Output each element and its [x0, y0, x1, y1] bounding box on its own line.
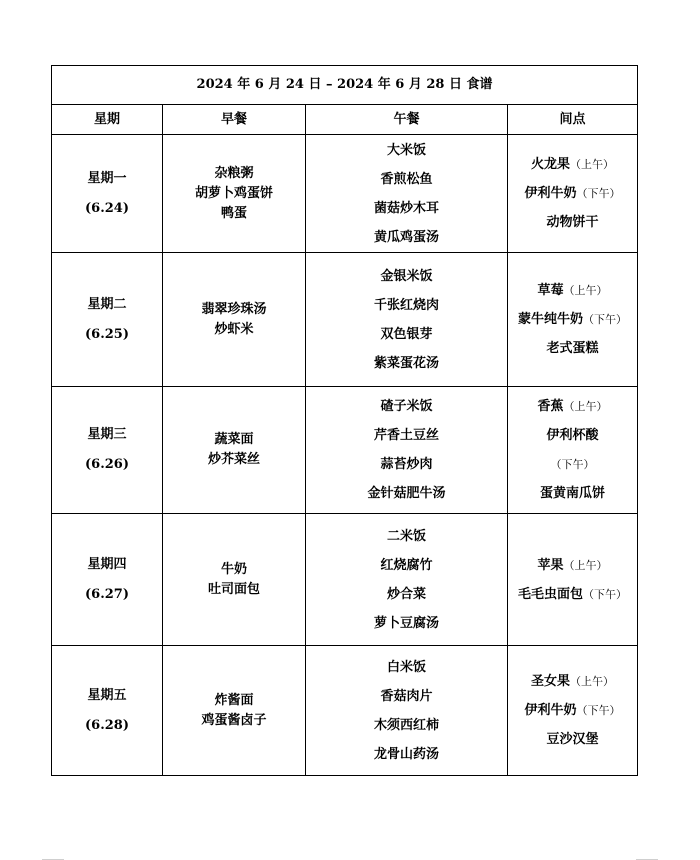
day-cell: [52, 646, 163, 776]
menu-table: [51, 65, 638, 776]
lunch-item: 千张红烧肉: [373, 297, 439, 313]
breakfast-item: 炒虾米: [214, 321, 254, 337]
lunch-item: 龙骨山药汤: [373, 746, 439, 762]
header-row: [52, 105, 638, 135]
lunch-item: 黄瓜鸡蛋汤: [373, 229, 439, 245]
breakfast-item: 翡翠珍珠汤: [201, 301, 267, 317]
snack-name: 伊利牛奶: [524, 703, 577, 718]
header-snack: 间点: [508, 105, 638, 135]
snack-name: 苹果: [537, 557, 564, 573]
lunch-item: 香菇肉片: [380, 688, 433, 704]
breakfast-item: 鸭蛋: [220, 205, 247, 221]
table-row: [52, 514, 638, 646]
snack-item: [508, 421, 637, 450]
day-cell: [52, 135, 163, 253]
snack-note: （下午）: [583, 587, 628, 601]
snack-item: [508, 450, 637, 479]
lunch-item: 香煎松鱼: [380, 171, 433, 187]
day-name: 星期二: [87, 296, 127, 312]
breakfast-cell: [163, 646, 306, 776]
snack-cell: [508, 514, 638, 646]
snack-note: （上午）: [570, 158, 615, 171]
snack-item: [508, 392, 637, 421]
snack-note: （下午）: [550, 458, 595, 471]
snack-note: （下午）: [583, 313, 628, 326]
snack-note: （上午）: [570, 675, 615, 688]
table-row: [52, 253, 638, 387]
day-name: 星期四: [87, 556, 127, 572]
day-date: (6.28): [85, 717, 129, 733]
lunch-cell: [306, 387, 508, 514]
snack-item: [508, 580, 637, 609]
snack-note: （上午）: [563, 558, 608, 572]
header-day: 星期: [52, 105, 163, 135]
lunch-item: 大米饭: [386, 142, 426, 158]
lunch-cell: [306, 135, 508, 253]
breakfast-item: 胡萝卜鸡蛋饼: [194, 185, 273, 201]
lunch-item: 双色银芽: [380, 326, 433, 342]
snack-name: 伊利杯酸: [546, 428, 599, 443]
lunch-item: 紫菜蛋花汤: [373, 355, 439, 371]
breakfast-cell: [163, 253, 306, 387]
snack-name: 老式蛋糕: [546, 341, 599, 356]
breakfast-item: 牛奶: [220, 561, 247, 577]
lunch-item: 萝卜豆腐汤: [373, 615, 439, 631]
snack-name: 圣女果: [531, 674, 571, 689]
snack-note: （上午）: [563, 400, 608, 413]
breakfast-item: 蔬菜面: [214, 432, 254, 447]
breakfast-item: 吐司面包: [207, 581, 260, 597]
day-name: 星期三: [87, 427, 127, 442]
breakfast-item: 炸酱面: [214, 692, 254, 708]
breakfast-cell: [163, 135, 306, 253]
day-cell: [52, 387, 163, 514]
snack-name: 蛋黄南瓜饼: [540, 486, 606, 501]
snack-item: [508, 179, 637, 208]
snack-item: [508, 208, 637, 237]
day-date: (6.27): [85, 586, 129, 602]
menu-title: 2024 年 6 月 24 日 – 2024 年 6 月 28 日 食谱: [52, 66, 638, 105]
snack-item: [508, 479, 637, 508]
snack-cell: [508, 646, 638, 776]
breakfast-item: 杂粮粥: [214, 165, 254, 181]
day-cell: [52, 253, 163, 387]
snack-name: 香蕉: [537, 399, 564, 414]
snack-name: 动物饼干: [546, 215, 599, 230]
snack-cell: [508, 135, 638, 253]
lunch-item: 蒜苔炒肉: [380, 457, 433, 472]
lunch-item: 芹香土豆丝: [373, 428, 439, 443]
lunch-cell: [306, 253, 508, 387]
snack-name: 豆沙汉堡: [546, 732, 599, 747]
day-cell: [52, 514, 163, 646]
day-date: (6.24): [85, 200, 129, 216]
snack-item: [508, 334, 637, 363]
snack-name: 毛毛虫面包: [518, 586, 584, 602]
snack-cell: [508, 253, 638, 387]
snack-item: [508, 551, 637, 580]
lunch-item: 金银米饭: [380, 268, 433, 284]
header-lunch: 午餐: [306, 105, 508, 135]
snack-note: （下午）: [576, 187, 621, 200]
snack-note: （下午）: [576, 704, 621, 717]
lunch-item: 菌菇炒木耳: [373, 200, 439, 216]
table-row: [52, 387, 638, 514]
lunch-item: 红烧腐竹: [380, 557, 433, 573]
lunch-cell: [306, 646, 508, 776]
lunch-item: 炒合菜: [386, 586, 426, 602]
snack-name: 伊利牛奶: [524, 186, 577, 201]
snack-cell: [508, 387, 638, 514]
lunch-item: 金针菇肥牛汤: [367, 486, 446, 501]
snack-item: [508, 667, 637, 696]
day-name: 星期一: [87, 170, 127, 186]
snack-name: 火龙果: [531, 157, 571, 172]
breakfast-item: 炒芥菜丝: [207, 452, 260, 467]
snack-item: [508, 725, 637, 754]
table-row: [52, 646, 638, 776]
snack-item: [508, 276, 637, 305]
snack-name: 草莓: [537, 283, 564, 298]
breakfast-cell: [163, 514, 306, 646]
snack-item: [508, 696, 637, 725]
breakfast-cell: [163, 387, 306, 514]
snack-item: [508, 150, 637, 179]
snack-note: （上午）: [563, 284, 608, 297]
lunch-item: 二米饭: [386, 528, 426, 544]
table-row: [52, 135, 638, 253]
snack-item: [508, 305, 637, 334]
snack-name: 蒙牛纯牛奶: [518, 312, 584, 327]
day-date: (6.25): [85, 326, 129, 342]
lunch-item: 碴子米饭: [380, 399, 433, 414]
lunch-cell: [306, 514, 508, 646]
lunch-item: 白米饭: [386, 659, 426, 675]
day-date: (6.26): [85, 457, 129, 472]
lunch-item: 木须西红柿: [373, 717, 439, 733]
breakfast-item: 鸡蛋酱卤子: [201, 712, 267, 728]
header-breakfast: 早餐: [163, 105, 306, 135]
day-name: 星期五: [87, 687, 127, 703]
